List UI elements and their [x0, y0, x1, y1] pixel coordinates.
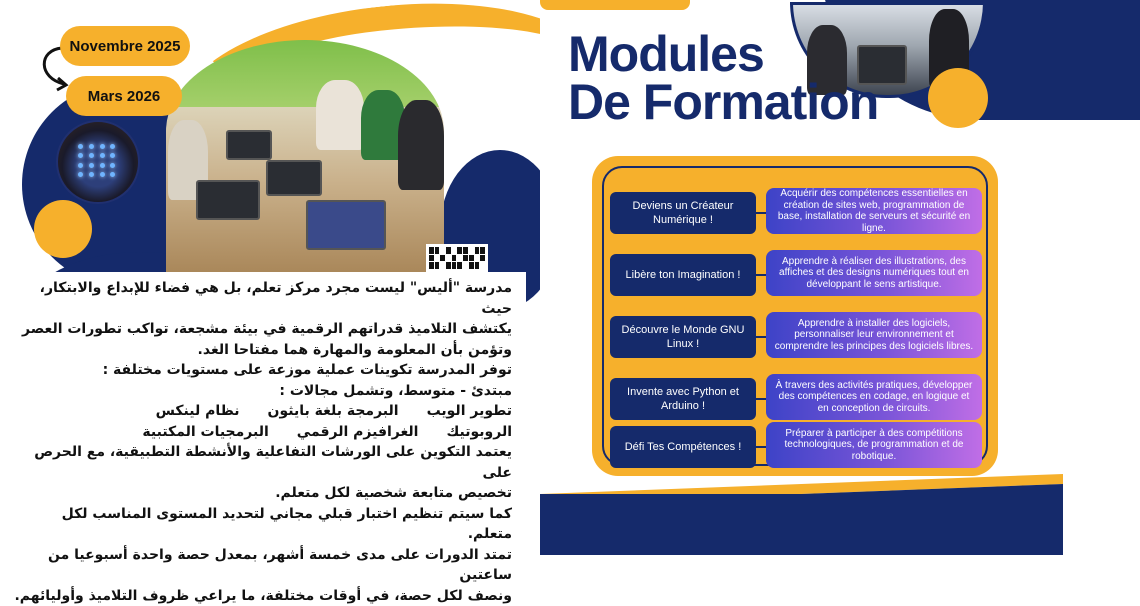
- module-title: Invente avec Python et Arduino !: [610, 378, 756, 420]
- classroom-photo: [166, 40, 444, 280]
- module-title: Découvre le Monde GNU Linux !: [610, 316, 756, 358]
- module-title: Libère ton Imagination !: [610, 254, 756, 296]
- module-row: [604, 254, 986, 300]
- led-cube-icon: [78, 144, 118, 178]
- arabic-line: توفر المدرسة تكوينات عملية موزعة على مستويات مختلفة :: [14, 360, 512, 381]
- qr-code-icon: [426, 244, 488, 272]
- end-date-badge: Mars 2026: [66, 76, 182, 116]
- module-description: Acquérir des compétences essentielles en création de sites web, programmation de base, installation de serveurs et sécurité en ligne.: [766, 188, 982, 234]
- module-row: [604, 192, 986, 238]
- domain-item: الروبوتيك: [446, 422, 512, 443]
- module-title: Défi Tes Compétences !: [610, 426, 756, 468]
- domain-item: الغرافيزم الرقمي: [297, 422, 419, 443]
- arabic-description: [0, 272, 526, 555]
- domain-item: البرمجة بلغة بايثون: [268, 401, 399, 422]
- domains-row: [14, 401, 512, 422]
- module-description: Préparer à participer à des compétitions technologiques, de programmation et de robotique.: [766, 422, 982, 468]
- domains-row: [14, 422, 512, 443]
- arabic-line: تمتد الدورات على مدى خمسة أشهر، بمعدل حصة واحدة أسبوعيا من ساعتين: [14, 545, 512, 586]
- arabic-line: مدرسة "أليس" ليست مجرد مركز تعلم، بل هي فضاء للإبداع والابتكار، حيث: [14, 278, 512, 319]
- domain-item: تطوير الويب: [427, 401, 512, 422]
- module-description: À travers des activités pratiques, développer des compétences en codage, en logique et en conception de circuits.: [766, 374, 982, 420]
- domain-item: البرمجيات المكتبية: [142, 422, 268, 443]
- navy-footer-band: [540, 494, 1063, 555]
- yellow-dot-decoration: [928, 68, 988, 128]
- arabic-line: تخصيص متابعة شخصية لكل متعلم.: [14, 483, 512, 504]
- arabic-line: يعتمد التكوين على الورشات التفاعلية والأنشطة التطبيقية، مع الحرص على: [14, 442, 512, 483]
- module-title: Deviens un Créateur Numérique !: [610, 192, 756, 234]
- arabic-line: وتؤمن بأن المعلومة والمهارة هما مفتاحا الغد.: [14, 340, 512, 361]
- start-date-badge: Novembre 2025: [60, 26, 190, 66]
- title-line: Modules: [568, 30, 878, 78]
- arabic-paragraph: [14, 278, 512, 606]
- module-description: Apprendre à installer des logiciels, personnaliser leur environnement et comprendre les principes des logiciels libres.: [766, 312, 982, 358]
- yellow-bar-decoration: [540, 0, 690, 10]
- led-cube-photo: [56, 120, 140, 204]
- module-row: [604, 316, 986, 362]
- domain-item: نظام لينكس: [156, 401, 240, 422]
- yellow-dot-decoration: [34, 200, 92, 258]
- arabic-line: كما سيتم تنظيم اختبار قبلي مجاني لتحديد المستوى المناسب لكل متعلم.: [14, 504, 512, 545]
- arabic-line: يكتشف التلاميذ قدراتهم الرقمية في بيئة مشجعة، تواكب تطورات العصر: [14, 319, 512, 340]
- title-line: De Formation: [568, 78, 878, 126]
- poster-top-left: [0, 0, 526, 272]
- module-row: [604, 426, 986, 472]
- page-title: [568, 30, 878, 126]
- module-row: [604, 378, 986, 424]
- module-description: Apprendre à réaliser des illustrations, des affiches et des designs numériques tout en développant le sens artistique.: [766, 250, 982, 296]
- modules-poster: [540, 0, 1063, 555]
- arabic-line: مبتدئ - متوسط، وتشمل مجالات :: [14, 381, 512, 402]
- modules-card: [592, 156, 998, 476]
- arabic-line: ونصف لكل حصة، في أوقات مختلفة، ما يراعي ظروف التلاميذ وأوليائهم.: [14, 586, 512, 606]
- modules-list: [602, 166, 988, 466]
